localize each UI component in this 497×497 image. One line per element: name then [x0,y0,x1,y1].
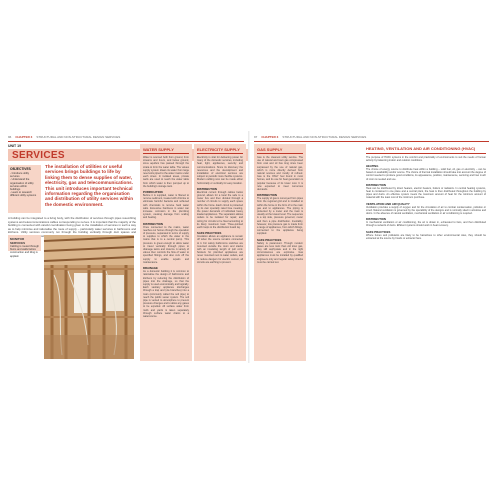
objective-item: buildings [10,188,21,192]
electricity-paragraph: Electricity is vital for delivering power for many of the domestic services, including heat, light, appliances, security and communications. Since its discovery the resources and the development and installation of electrical services are subject to periodic more flexible systems. Modern cabling now can be made either horizontally or vertically for easy location. [197,156,243,185]
hvac-paragraph: In mechanical ventilation or air conditioning, the air is drawn in, exhausted to fans, and then distributed through a network of ducts. Efficient systems should work in heat recovery. [366,221,486,228]
objective-item: - Introduce utility [10,172,30,175]
objective-item: - Learn to research [10,191,32,195]
electricity-paragraph: Electrical current through cables below ground, allows for a local fire safe to a meter box and then divided through a number of circuits to supply each space within the home. Each circuit is protected by its own specially rated fuse meeting, the power demands of individual heavy loaded appliances. The separation allows outlets to be isolated for repair, and wiring for circuits to be fixed according to its likely maximum load. Three-pointed earth loops to the distribution board lay. [197,190,243,230]
hvac-paragraph: Heat can be distributed by direct heaters, electric heaters, boilers or radiators. In central heating systems, heat is contained in one place and a central plant, the heat is then distributed throughout the building by pipes and ducts. An effective system meets the maximum amount of heat for the minimum amount of material with the least cost of the minimum purchase. [366,186,486,200]
water-paragraph: Before it is supplied, water is filtered to remove sediment, treated with chlorine to eliminate harmful bacteria and softened with chemicals to remove hard water salts. Excessive hardness in water can increase corrosion in the plumbing system, causing damage from scaling and heating. [143,194,189,220]
gas-paragraph: The supply of gas is conveyed from pipes from the regional grid and is installed to within the home in the form of to the main gas and to appliances. The piping is protected by a meter and the main is usually at the lowest level. The sequence is a top side, pressure governor, meter and then a pipe distribution. Inevitably, however, low pressure gas is made from a range of appliances, from which fittings, connected to the appliance being supplied. [257,197,303,236]
hvac-column [364,144,488,361]
electricity-distribution-heading: DISTRIBUTION [197,186,217,191]
hvac-air-distribution-heading: DISTRIBUTION [366,217,386,222]
water-paragraph: Once connected to the mains, water reaches our homes through the operation of pressure, separated in terms of supply to supplies to which the water in the mains that is to a central pump. This pressure is great enough to allow water to travel vertically through pipes to drainage tanks and cisterns. A variety of valves then controls the flow of water to specified fittings, and also cuts off the supply to enable repairs and maintenance. [143,225,189,264]
gas-supply-heading: GAS SUPPLY [257,147,303,154]
water-purification-heading: PURIFICATION [143,190,163,195]
right-chapter-title: STRUCTURAL AND NON-STRUCTURAL DESIGN SERVICES [282,135,367,139]
electricity-paragraph: Insulation allows an appliance to remain off when the source remains connected to it. For safety bathrooms switches are mounted outside the room and stacks with an insulating length of pull cord. Sockets for plumbed appliances are never mounted next to water outlets, and to reduce dangers for electric current, all circuits are earthing to prevent. [197,235,243,264]
objective-item: - Understand the [10,178,30,182]
hvac-paragraph: Where fumes and pollutants are likely to be hazardous to other environmental sites, they should be extracted at the source by hoods or extractor fans. [366,233,486,240]
unit-label: UNIT 19 [8,144,22,148]
water-drainage-heading: DRAINAGE [143,266,158,271]
hvac-paragraph: The purpose of HVAC systems in the comfort and practicality of environments to suit the needs of human activity by balancing indoor and outdoor conditions. [366,155,486,162]
electricity-supply-heading: ELECTRICITY SUPPLY [197,147,243,154]
right-page [250,131,493,363]
book-spread [4,131,493,363]
hvac-heading: HEATING, VENTILATION AND AIR CONDITIONING (HVAC) [366,147,486,154]
right-running-head [254,134,489,140]
water-paragraph: Water is sourced both from ground, from streams and rivers, and below ground, since aquifers has passed through the strata to form the water table. The values supply system draws its water from large reservoirs piped to the water mains under each street. In isolated areas, private wells are used to reach the water table from which water is then pumped up to the building's storage tank. [143,156,189,188]
hvac-ventilation-heading: VENTILATION AND AIR QUALITY [366,201,410,206]
gas-paragraph: Safety is paramount. Though modern gases are less toxic than old town gas, they still asphyxiate and in the right circumstances are explosive. Gas appliances must be installed by qualified engineers only and regular safety checks must be carried out. [257,241,303,264]
objectives-heading: OBJECTIVES [10,167,31,171]
left-rule [8,141,244,142]
right-rule [254,141,489,142]
photo-caption-heading: MONITOR SERVICES [10,237,26,245]
photo-caption-text: Cabling is routed through floors and walls before construction and tiling is applied. [10,245,39,258]
left-running-head [8,134,244,140]
left-page [4,131,248,363]
left-page-number: 96 [8,135,12,139]
water-supply-heading: WATER SUPPLY [143,147,189,154]
right-page-number: 97 [254,135,258,139]
right-chapter-label: CHAPTER 3 [261,135,279,139]
left-chapter-label: CHAPTER 3 [15,135,33,139]
lead-paragraph: The installation of utilities or useful services brings buildings to life by linking them to dense supplies of water, electricity, gas and telecommunications. This unit introduces important technical information regarding the organisation and distribution of utility services within the domestic environment. [45,164,134,207]
objective-item: different utility systems [10,194,37,198]
objective-item: organisation of utility [10,181,34,185]
objective-item: services [10,175,20,179]
gas-distribution-heading: DISTRIBUTION [257,193,277,198]
hvac-heating-heading: HEATING [366,164,379,168]
hvac-paragraph: The choice of energy source to distribute heat within a building – solid fuel, oil, gas or electricity – can be based on availability and/or source. The choice of thermal installation should take into account the degree of control needed to produce good conditions, its appearance, position, maintenance, servicing and how much of room is needed and use. [366,168,486,181]
water-distribution-heading: DISTRIBUTION [143,221,163,226]
gas-supply-column [254,144,306,361]
hvac-paragraph: Ventilation provides a supply of oxygen and for the circulation of air to combat condensation, pollution or smell. Natural ventilation is governed by the operability of the designs and is normally sited in windows and doors. In the absence of natural ventilation, mechanical ventilation or air conditioning is required. [366,205,486,216]
electricity-supply-column [194,144,246,361]
hvac-safe-practices-heading: SAFE PRACTICES [366,229,391,234]
electricity-safe-practices-heading: SAFE PRACTICES [197,231,222,236]
intro-paragraph: A building can be integrated to a living body, with the distribution of services through pipes resembling systems and telecommunications cables corresponding to nerves. It is important that the majority of the building is connected with careful coordination being given to the installation of services in such a way as to help minimise and rationalise the route of supply – particularly water services in bathrooms and kitchens. Utility services commonly run through the building vertically through duct spaces and [8,216,136,235]
photo-caption-box [8,235,41,258]
hvac-distribution-heading: DISTRIBUTION [366,182,386,187]
construction-photo-illustration [44,235,134,359]
water-supply-column [140,144,192,361]
objective-item: services within [10,184,27,188]
left-chapter-title: STRUCTURAL AND NON-STRUCTURAL DESIGN SERVICES [36,135,121,139]
construction-photo [44,235,134,359]
water-paragraph: As a domestic building it is common to rationalise the design of bathrooms and kitchens by reducing the distribution of pipes into the drainage, so that the supply is used economically and logically. Each sanitary appliance discharges through a trap and (via branches) into a main (commonly called the soil pipe) to reach the public sewer system. The soil pipe is vented to atmosphere to prevent pressure changes and to allow any gases to be expelled. All surface water from roofs and yards is taken separately through surface water drains to a watercourse. [143,270,190,318]
page-title: SERVICES [12,150,65,161]
gas-safe-practices-heading: SAFE PRACTICES [257,237,282,242]
gas-paragraph: Gas is the cleanest utility service. The use of natural and town gas compressed from coal and oil has long since been surpassed by the use of natural gas, which is more directly derived from natural sources and mostly of refined. Gas is the ONLY fuel found in most homes, and its use for heat generation is popular because of its lower cost. It is now expected to meet numerous demands. [257,156,303,192]
objectives-box [8,165,41,213]
